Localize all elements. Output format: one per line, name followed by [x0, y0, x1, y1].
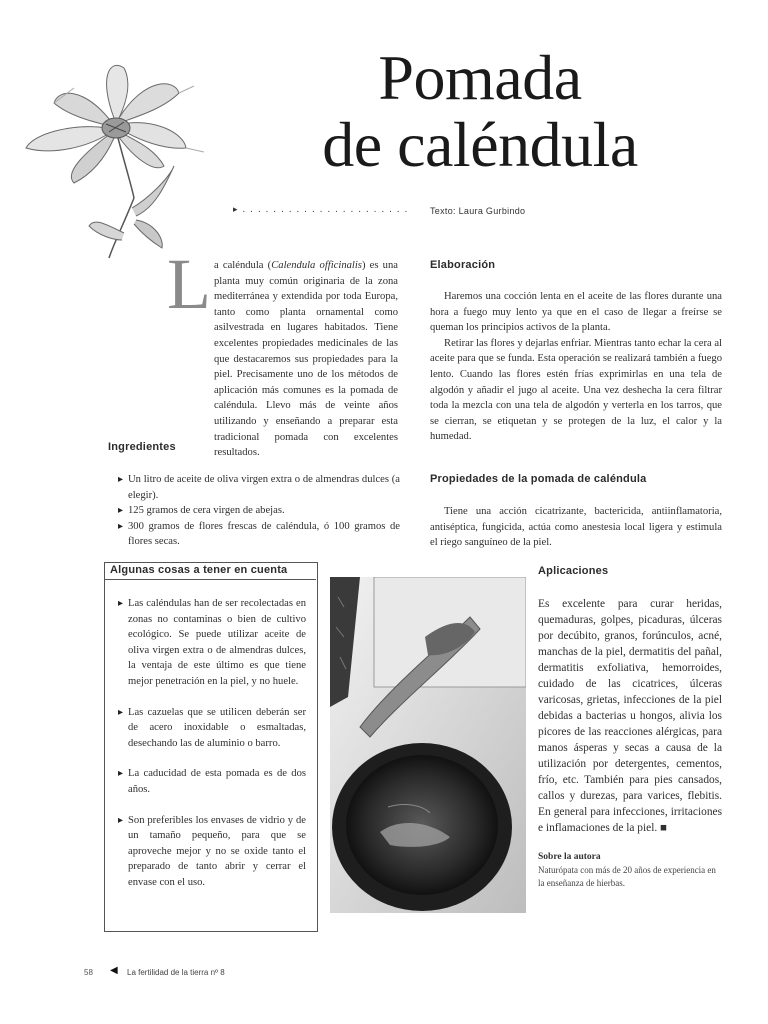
bio-text: Naturópata con más de 20 años de experiencia en la enseñanza de hierbas.	[538, 865, 716, 888]
elaboracion-text	[430, 289, 722, 445]
ointment-jar-photo	[330, 577, 526, 913]
ingredients-heading: Ingredientes	[108, 441, 176, 453]
latin-name: Calendula officinalis	[271, 260, 362, 271]
ingredient-item: ▸ 125 gramos de cera virgen de abejas.	[118, 503, 400, 519]
bio-heading: Sobre la autora	[538, 852, 601, 862]
propiedades-paragraph: Tiene una acción cicatrizante, bactericida, antiinflamatoria, antiséptica, fungicida, actúa como anestesia local ligera y estimula el riego sanguíneo de la piel.	[430, 506, 722, 549]
tips-box-heading: Algunas cosas a tener en cuenta	[110, 564, 288, 576]
aplicaciones-heading: Aplicaciones	[538, 565, 609, 577]
tip-item: ▸ Las cazuelas que se utilicen deberán ser de acero inoxidable o esmaltadas, desechando las de aluminio o barro.	[118, 705, 306, 752]
ingredient-item: ▸ Un litro de aceite de oliva virgen extra o de almendras dulces (a elegir).	[118, 472, 400, 503]
magazine-name: La fertilidad de la tierra nº 8	[127, 968, 225, 977]
byline-dot-leader: ▸ . . . . . . . . . . . . . . . . . . . . . .	[233, 205, 409, 215]
elaboracion-heading: Elaboración	[430, 259, 496, 271]
elaboracion-paragraph-1: Haremos una cocción lenta en el aceite de las flores durante una hora a fuego muy lento ya que en el caso de llegar a freírse se queman los principios activos de la planta.	[430, 291, 722, 334]
tip-item: ▸ Son preferibles los envases de vidrio y de un tamaño pequeño, para que se aproveche mejor y no se oxide tanto el preparado de tanto abrir y cerrar el envase con el uso.	[118, 813, 306, 891]
elaboracion-paragraph-2: Retirar las flores y dejarlas enfriar. Mientras tanto echar la cera al aceite para que se funda. Esta operación se realizará también a fuego lento. Cuando las flores estén frías exprimirlas en una tela de algodón y añadir el jugo al aceite. Una vez deshecha la cera filtrar toda la mezcla con una tela de algodón y verterla en los tarros, que se cierran, se etiquetan y se protegen de la luz, el calor y la humedad.	[430, 337, 722, 443]
tip-item: ▸ Las caléndulas han de ser recolectadas en zonas no contaminas o bien de cultivo ecológico. Se puede utilizar aceite de oliva virgen extra o de almendras dulces, la ventaja de este último es que tiene mejor penetración en la piel, y no huele.	[118, 596, 306, 690]
intro-rest: ) es una planta muy común originaria de la zona mediterránea y extendida por toda Europa, tanto como planta ornamental como asilvestrada en lugares habitados. Tiene excelentes propiedades medicinales de las que destacaremos sus propiedades para la piel. Precisamente uno de los métodos de aplicación más comunes es la pomada de caléndula. Llevo más de veinte años utilizando y enseñando a preparar esta tradicional pomada con excelentes resultados.	[214, 260, 398, 459]
drop-cap: L	[167, 244, 211, 324]
tip-item: ▸ La caducidad de esta pomada es de dos años.	[118, 766, 306, 797]
author-credit: Texto: Laura Gurbindo	[430, 206, 526, 216]
calendula-flower-illustration	[14, 48, 210, 266]
tips-box-header	[104, 562, 316, 580]
ingredient-item: ▸ 300 gramos de flores frescas de caléndula, ó 100 gramos de flores secas.	[118, 519, 400, 550]
article-title-line-2: de caléndula	[322, 109, 638, 180]
left-arrow-icon: ◀	[110, 965, 118, 976]
ingredients-list	[118, 472, 400, 550]
aplicaciones-paragraph: Es excelente para curar heridas, quemaduras, golpes, picaduras, úlceras por decúbito, granos, forúnculos, acné, manchas de la piel, dermatitis del pañal, dermatitis exfoliativa, hemorroides, cuidado de las cicatrices, úlceras varicosas, grietas, infecciones de la piel debidas a bacterias u hongos, alivia los picores de las reacciones alérgicas, para manos ásperas y secas a causa de la utilización por detergentes, cementos, frío, etc. También para pies cansados, callos y durezas, para varices, flebitis. En general para infecciones, irritaciones e inflamaciones de la piel. ■	[538, 598, 722, 834]
propiedades-heading: Propiedades de la pomada de caléndula	[430, 473, 647, 485]
intro-paragraph	[106, 258, 398, 461]
intro-first-run: a caléndula (	[214, 260, 272, 271]
article-title-line-1: Pomada	[378, 42, 582, 113]
page-number: 58	[84, 968, 93, 977]
tips-list	[118, 596, 306, 891]
